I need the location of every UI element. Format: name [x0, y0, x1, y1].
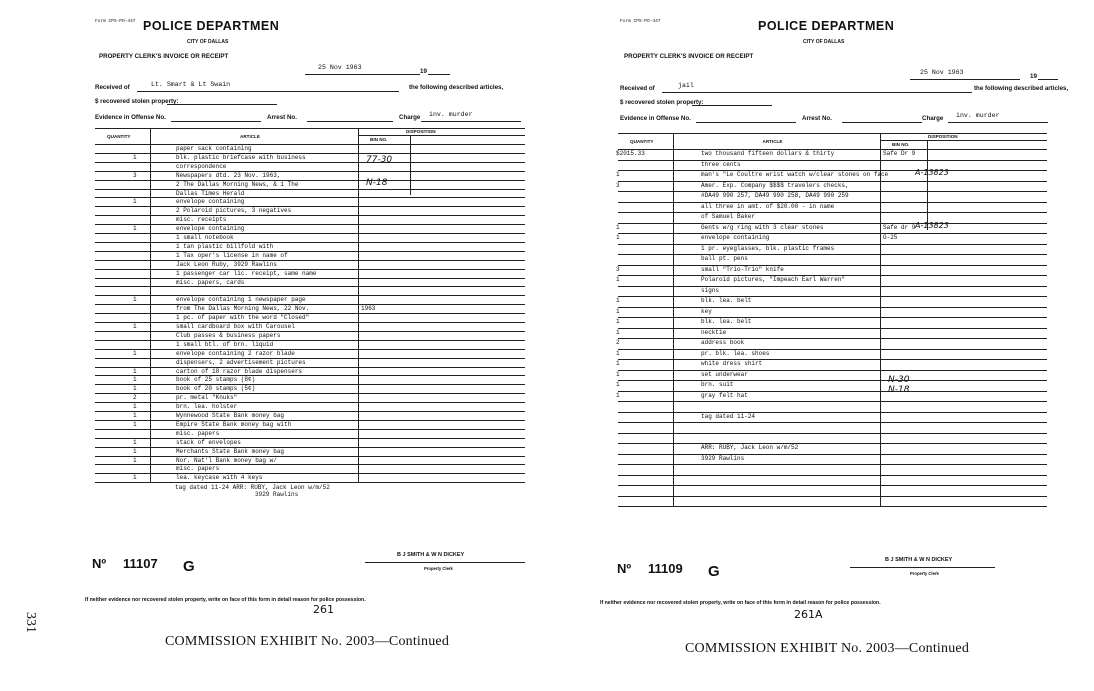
row-rule: [95, 286, 525, 287]
row-article: all three in amt. of $20.00 - in name: [701, 202, 835, 210]
footer-mark: 261A: [794, 608, 823, 621]
received-of-label: Received of: [95, 84, 130, 91]
row-rule: [95, 242, 525, 243]
row-rule: [618, 506, 1047, 507]
row-rule: [618, 296, 1047, 297]
row-article: envelope containing 1 newspaper page: [176, 296, 306, 304]
footer-instruction: If neither evidence nor recovered stolen property, write on face of this form in detail reason for police possession.: [600, 600, 881, 606]
charge-value: inv. murder: [956, 112, 1000, 119]
clerk-title: Property Clerk: [910, 571, 939, 576]
table-header-rule: [95, 144, 525, 145]
row-quantity: 3: [133, 171, 137, 179]
row-article: signs: [701, 286, 720, 294]
row-article: Gents w/g ring with 3 clear stones: [701, 223, 824, 231]
row-article: of Samuel Baker: [701, 213, 756, 220]
row-rule: [95, 189, 525, 190]
year-line: [428, 74, 450, 75]
date-value: 25 Nov 1963: [318, 64, 362, 71]
row-quantity: 2: [133, 394, 137, 402]
bin-mark-2: N-18: [888, 385, 910, 395]
row-article: misc. papers: [176, 465, 220, 473]
row-rule: [618, 391, 1047, 392]
row-article: envelope containing 2 razor blade: [176, 349, 295, 357]
row-rule: [95, 358, 525, 359]
row-rule: [618, 422, 1047, 423]
row-article: Newspapers dtd. 23 Nov. 1963,: [176, 171, 281, 179]
row-article: Wynnewood State Bank money bag: [176, 412, 285, 419]
received-of-label: Received of: [620, 85, 655, 92]
row-rule: [618, 317, 1047, 318]
row-rule: [95, 322, 525, 323]
row-rule: [95, 473, 525, 474]
row-quantity: 2: [616, 339, 620, 346]
row-rule: [618, 307, 1047, 308]
row-article: carton of 18 razor blade dispensers: [176, 367, 303, 375]
row-bin: 1963: [361, 305, 376, 313]
row-rule: [95, 224, 525, 225]
serial-number: 11107: [123, 556, 158, 571]
recovered-line: [167, 104, 277, 105]
row-quantity: 1: [616, 276, 620, 283]
row-article: blk. plastic briefcase with business: [176, 153, 306, 161]
row-article: Nor. Nat'l Bank money bag w/: [176, 456, 277, 464]
row-rule: [618, 433, 1047, 434]
row-article: paper sack containing: [176, 145, 252, 152]
row-article: man's "Le Coultre wrist watch w/clear stones on face: [701, 171, 889, 178]
row-rule: [95, 251, 525, 252]
row-quantity: 1: [133, 438, 137, 446]
row-quantity: 1: [133, 385, 137, 393]
row-quantity: 1: [133, 296, 137, 304]
row-article: Empire State Bank money bag with: [176, 420, 292, 428]
row-bin: G-25: [883, 234, 898, 241]
row-quantity: 1: [133, 456, 137, 464]
row-article: small cardboard box with Carousel: [176, 323, 295, 330]
row-disposition: A-13823: [915, 220, 949, 230]
row-rule: [95, 180, 525, 181]
col-article-header: ARTICLE: [762, 139, 783, 144]
date-line: [305, 74, 420, 75]
row-article: Polaroid pictures, "Impeach Earl Warren": [701, 276, 846, 283]
arrest-line: [307, 121, 393, 122]
col-qty-divider: [673, 133, 674, 506]
row-article: 1 small notebook: [176, 234, 234, 241]
row-rule: [95, 384, 525, 385]
row-rule: [618, 338, 1047, 339]
row-rule: [95, 411, 525, 412]
date-line: [910, 79, 1020, 80]
row-quantity: 1: [133, 474, 137, 482]
clerk-name: B J SMITH & W N DICKEY: [885, 557, 953, 563]
row-article: white dress shirt: [701, 360, 763, 367]
col-article-divider: [880, 133, 881, 506]
col-bin-divider: [927, 140, 928, 230]
row-rule: [618, 233, 1047, 234]
form-code: Form CPS-PO-447: [620, 19, 661, 24]
bottom-note-2: 3929 Rawlins: [255, 491, 299, 499]
clerk-line: [365, 562, 525, 563]
following-label: the following described articles,: [409, 84, 504, 91]
row-article: blk. lea. belt: [701, 318, 752, 325]
row-rule: [95, 171, 525, 172]
footer-mark: 261: [313, 603, 334, 616]
charge-label: Charge: [922, 115, 944, 122]
row-rule: [95, 233, 525, 234]
row-rule: [618, 349, 1047, 350]
row-article: Dallas Times Herald: [176, 189, 245, 197]
row-article: envelope containing: [701, 234, 770, 241]
row-rule: [95, 349, 525, 350]
row-article: book of 25 stamps (8¢): [176, 376, 256, 384]
row-rule: [95, 340, 525, 341]
row-quantity: 1: [133, 420, 137, 428]
row-rule: [95, 447, 525, 448]
col-disposition-header: DISPOSITION: [928, 134, 958, 139]
serial-number: 11109: [648, 561, 683, 576]
row-rule: [618, 265, 1047, 266]
arrest-line: [842, 122, 922, 123]
row-article: gray felt hat: [701, 391, 748, 399]
year-prefix: 19: [420, 68, 427, 75]
row-rule: [95, 420, 525, 421]
row-article: tag dated 11-24: [701, 412, 756, 420]
recovered-label: $ recovered stolen property:: [95, 98, 179, 105]
row-rule: [618, 496, 1047, 497]
row-article: three cents: [701, 160, 741, 168]
row-article: ARR: RUBY, Jack Leon w/m/52: [701, 444, 799, 451]
row-article: misc. receipts: [176, 216, 227, 224]
charge-value: inv. murder: [429, 111, 473, 118]
disposition-sub-rule: [358, 135, 525, 136]
row-article: Amer. Exp. Company $$$$ travelers checks,: [701, 181, 849, 189]
row-quantity: 3: [616, 265, 620, 273]
row-quantity: 1: [616, 307, 620, 315]
row-quantity: $2015.33: [616, 150, 645, 157]
row-quantity: 1: [616, 223, 620, 231]
row-quantity: 1: [133, 403, 137, 411]
charge-line: [421, 121, 521, 122]
evidence-label: Evidence in Offense No.: [95, 114, 166, 121]
row-article: book of 20 stamps (5¢): [176, 385, 256, 393]
row-quantity: 1: [616, 234, 620, 241]
row-rule: [618, 254, 1047, 255]
row-article: blk. lea. belt: [701, 297, 752, 304]
row-rule: [618, 454, 1047, 455]
row-rule: [95, 260, 525, 261]
row-rule: [95, 153, 525, 154]
row-article: brn. suit: [701, 381, 734, 388]
form-code: Form CPS-PO-447: [95, 19, 136, 24]
row-rule: [95, 464, 525, 465]
table-top-rule: [618, 133, 1047, 134]
bin-mark-1: N-30: [888, 375, 910, 385]
row-rule: [95, 482, 525, 483]
col-quantity-header: QUANTITY: [107, 134, 131, 139]
row-article: address book: [701, 339, 745, 346]
row-article: ball pt. pens: [701, 255, 748, 262]
disposition-sub-rule: [880, 140, 1047, 141]
recovered-line: [692, 105, 772, 106]
row-rule: [618, 412, 1047, 413]
col-bin-header: BIN NO.: [892, 142, 910, 147]
arrest-label: Arrest No.: [802, 115, 832, 122]
row-rule: [618, 464, 1047, 465]
row-article: set underwear: [701, 370, 748, 378]
row-quantity: 3: [616, 181, 620, 189]
department-title: POLICE DEPARTMEN: [758, 19, 895, 33]
evidence-line: [171, 121, 261, 122]
row-rule: [618, 475, 1047, 476]
received-of-value: Lt. Smart & Lt Swain: [151, 81, 231, 88]
row-rule: [618, 359, 1047, 360]
bottom-note: tag dated 11-24 ARR: RUBY, Jack Leon w/m/52: [175, 484, 330, 492]
col-quantity-header: QUANTITY: [630, 139, 654, 144]
row-article: pr. metal "Knuks": [176, 394, 238, 402]
following-label: the following described articles,: [974, 85, 1069, 92]
row-quantity: 1: [133, 349, 137, 357]
department-title: POLICE DEPARTMEN: [143, 19, 280, 33]
row-rule: [95, 331, 525, 332]
row-quantity: 1: [616, 391, 620, 399]
exhibit-caption: COMMISSION EXHIBIT No. 2003—Continued: [685, 641, 970, 656]
row-article: two thousand fifteen dollars & thirty: [701, 150, 835, 157]
row-article: pr. blk. lea. shoes: [701, 349, 770, 357]
receipt-form-left: [0, 0, 540, 691]
row-rule: [618, 485, 1047, 486]
row-quantity: 1: [616, 349, 620, 357]
row-rule: [95, 456, 525, 457]
row-article: key: [701, 307, 712, 315]
row-rule: [95, 215, 525, 216]
table-top-rule: [95, 128, 525, 129]
serial-prefix: Nº: [617, 561, 632, 576]
evidence-label: Evidence in Offense No.: [620, 115, 691, 122]
received-line: [137, 91, 399, 92]
row-article: 2 Polaroid pictures, 3 negatives: [176, 207, 292, 215]
bin-mark-2: N-18: [366, 178, 388, 188]
row-article: correspondence: [176, 162, 227, 170]
row-rule: [95, 402, 525, 403]
row-article: misc. papers: [176, 429, 220, 437]
receipt-form-right: [560, 0, 1094, 691]
row-rule: [95, 438, 525, 439]
year-line: [1038, 79, 1058, 80]
arrest-label: Arrest No.: [267, 114, 297, 121]
row-rule: [95, 162, 525, 163]
row-rule: [95, 278, 525, 279]
received-line: [662, 92, 972, 93]
row-quantity: 1: [616, 297, 620, 304]
row-rule: [618, 443, 1047, 444]
row-quantity: 1: [133, 323, 137, 330]
row-rule: [95, 375, 525, 376]
row-article: 1 small btl. of brn. liquid: [176, 340, 274, 348]
row-rule: [95, 295, 525, 296]
col-article-header: ARTICLE: [240, 134, 260, 139]
row-quantity: 1: [133, 153, 137, 161]
row-article: Club passes & business papers: [176, 331, 281, 339]
clerk-title: Property Clerk: [424, 566, 453, 571]
row-rule: [95, 429, 525, 430]
page-number: 331: [23, 612, 38, 633]
row-bin: Safe dr 9: [883, 223, 916, 231]
row-article: brn. lea. holster: [176, 403, 238, 411]
row-quantity: 1: [616, 381, 620, 388]
row-quantity: 1: [616, 328, 620, 336]
row-rule: [618, 370, 1047, 371]
charge-label: Charge: [399, 114, 421, 121]
clerk-line: [850, 567, 995, 568]
row-rule: [95, 206, 525, 207]
series-letter: G: [708, 563, 720, 580]
year-prefix: 19: [1030, 73, 1037, 80]
row-article: envelope containing: [176, 198, 245, 206]
series-letter: G: [183, 558, 195, 575]
row-article: Merchants State Bank money bag: [176, 447, 285, 455]
row-quantity: 1: [616, 318, 620, 325]
row-rule: [618, 286, 1047, 287]
col-disposition-header: DISPOSITION: [406, 129, 436, 134]
row-rule: [95, 304, 525, 305]
row-article: Jack Leon Ruby, 3929 Rawlins: [176, 260, 277, 268]
evidence-line: [696, 122, 796, 123]
row-quantity: 1: [133, 225, 137, 233]
row-quantity: 1: [133, 376, 137, 384]
row-article: 1 passenger car lic. receipt, same name: [176, 269, 317, 277]
col-bin-header: BIN NO.: [370, 137, 388, 142]
row-article: stack of envelopes: [176, 438, 241, 446]
exhibit-caption: COMMISSION EXHIBIT No. 2003—Continued: [165, 634, 450, 649]
row-rule: [95, 393, 525, 394]
row-rule: [618, 160, 1047, 161]
recovered-label: $ recovered stolen property:: [620, 99, 704, 106]
city-name: CITY OF DALLAS: [187, 39, 229, 45]
row-article: #DA49 990 257, DA49 990 258, DA49 990 259: [701, 192, 849, 199]
row-quantity: 1: [616, 360, 620, 367]
footer-instruction: If neither evidence nor recovered stolen property, write on face of this form in detail reason for police possession.: [85, 597, 366, 603]
row-rule: [95, 313, 525, 314]
serial-prefix: Nº: [92, 556, 107, 571]
row-article: 1 Tax oper's license in name of: [176, 251, 288, 259]
row-rule: [95, 197, 525, 198]
row-rule: [618, 212, 1047, 213]
row-article: 1 pc. of paper with the word "Closed": [176, 314, 310, 322]
row-article: envelope containing: [176, 225, 245, 233]
form-title: PROPERTY CLERK'S INVOICE OR RECEIPT: [99, 53, 229, 60]
row-article: small "Trio-Trio" knife: [701, 265, 784, 273]
row-article: from The Dallas Morning News, 22 Nov.: [176, 305, 310, 313]
bin-mark-1: 77-30: [366, 155, 393, 165]
form-title: PROPERTY CLERK'S INVOICE OR RECEIPT: [624, 53, 754, 60]
row-rule: [95, 367, 525, 368]
row-quantity: 1: [133, 367, 137, 375]
charge-line: [948, 122, 1048, 123]
row-article: 3929 Rawlins: [701, 454, 745, 462]
row-article: 1 pr. eyeglasses, blk. plastic frames: [701, 244, 835, 252]
row-quantity: 1: [133, 198, 137, 206]
row-rule: [618, 223, 1047, 224]
col-bin-divider: [410, 135, 411, 195]
row-quantity: 1: [133, 412, 137, 419]
row-rule: [618, 401, 1047, 402]
row-quantity: 1: [616, 171, 620, 178]
row-bin: Safe Dr 9: [883, 150, 916, 157]
row-quantity: 1: [616, 370, 620, 378]
row-rule: [618, 380, 1047, 381]
row-article: 2 The Dallas Morning News, & 1 The: [176, 180, 299, 188]
row-article: misc. papers, cards: [176, 278, 245, 286]
city-name: CITY OF DALLAS: [803, 39, 845, 45]
row-article: lea. keycase with 4 keys: [176, 474, 263, 482]
row-disposition: A-13823: [915, 168, 949, 177]
row-quantity: 1: [133, 447, 137, 455]
row-article: necktie: [701, 328, 727, 336]
row-article: 1 tan plastic billfold with: [176, 242, 274, 250]
date-value: 25 Nov 1963: [920, 69, 964, 76]
row-article: dispensers, 2 advertisement pictures: [176, 358, 306, 366]
received-of-value: jail: [678, 82, 694, 89]
row-rule: [618, 328, 1047, 329]
clerk-name: B J SMITH & W N DICKEY: [397, 552, 465, 558]
